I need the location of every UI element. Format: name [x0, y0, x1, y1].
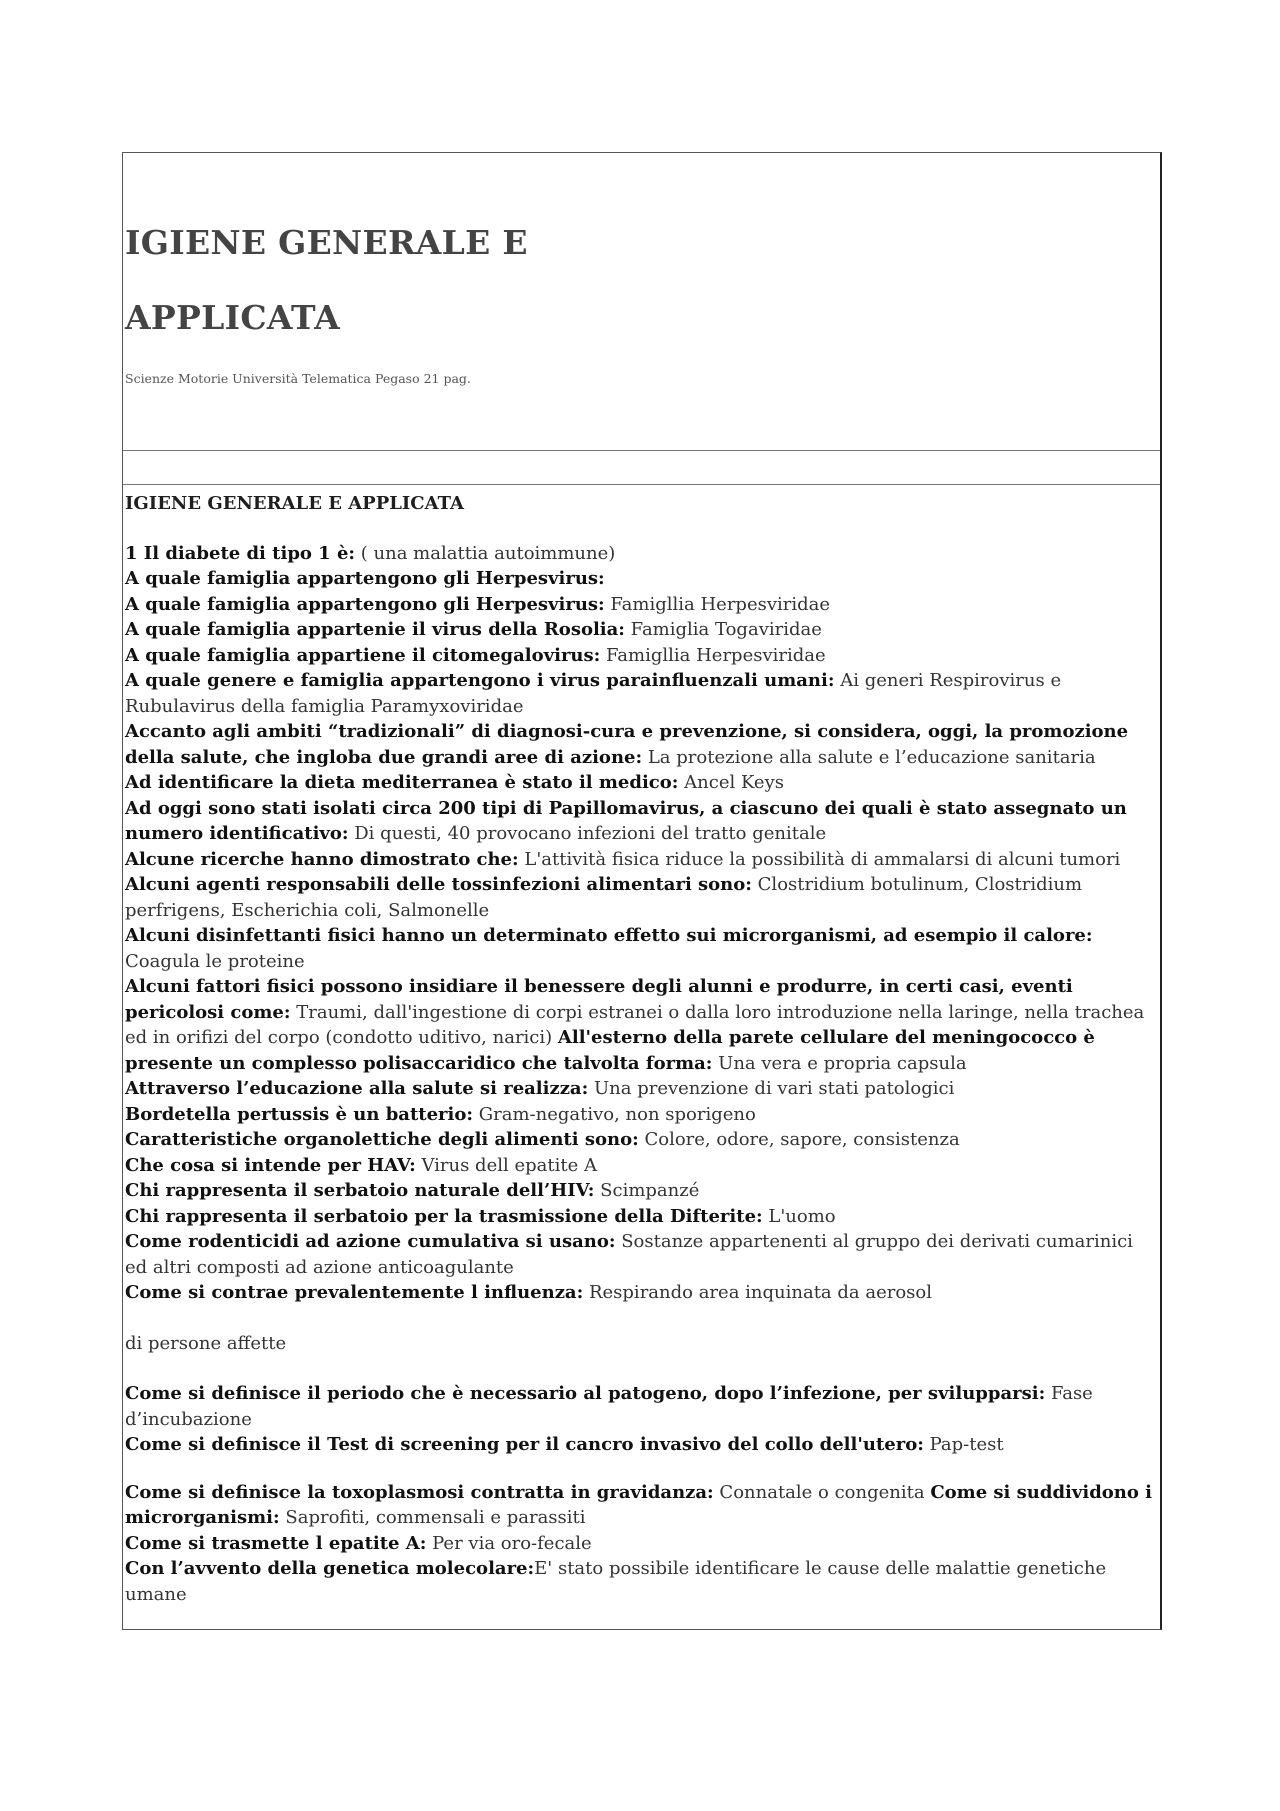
question: A quale genere e famiglia appartengono i virus parainfluenzali umani: — [125, 670, 835, 691]
qa-item — [125, 592, 1156, 618]
answer: Saprofiti, commensali e parassiti — [279, 1507, 586, 1528]
qa-item — [125, 770, 1156, 796]
question: Come si definisce il Test di screening per il cancro invasivo del collo dell'utero: — [125, 1434, 924, 1455]
question: Accanto agli ambiti “tradizionali” di diagnosi-cura e prevenzione, si considera, oggi, la promozione della salute, che ingloba due grandi aree di azione: — [125, 721, 1129, 768]
qa-item — [125, 1127, 1156, 1153]
qa-item — [125, 1178, 1156, 1204]
qa-item — [125, 617, 1156, 643]
document-title-line-1: IGIENE GENERALE E — [125, 223, 528, 262]
qa-item — [125, 1076, 1156, 1102]
question: A quale famiglia appartengono gli Herpesvirus: — [125, 568, 605, 589]
answer: Famigllia Herpesviridae — [604, 593, 831, 615]
answer: Una vera e propria capsula — [712, 1052, 967, 1074]
qa-item — [125, 719, 1156, 770]
qa-item — [125, 1229, 1156, 1280]
answer: L'attività fisica riduce la possibilità di ammalarsi di alcuni tumori — [518, 848, 1121, 870]
qa-item — [125, 1381, 1156, 1432]
question: Ad identificare la dieta mediterranea è stato il medico: — [125, 772, 679, 793]
answer: Respirando area inquinata da aerosol — [583, 1282, 933, 1303]
answer: Pap-test — [923, 1434, 1004, 1455]
title-block — [123, 153, 1160, 451]
question: Chi rappresenta il serbatoio per la trasmissione della Difterite: — [125, 1205, 763, 1227]
question: Chi rappresenta il serbatoio naturale dell’HIV: — [125, 1180, 595, 1201]
answer: Famigllia Herpesviridae — [600, 644, 826, 666]
answer: Ancel Keys — [678, 772, 784, 793]
answer: di persone affette — [125, 1332, 287, 1354]
answer: Coagula le proteine — [125, 950, 305, 972]
spacer — [125, 1458, 1156, 1480]
question: Alcuni agenti responsabili delle tossinfezioni alimentari sono: — [125, 874, 752, 895]
question: A quale famiglia appartenie il virus della Rosolia: — [125, 619, 625, 640]
qa-item — [125, 974, 1156, 1076]
answer: La protezione alla salute e l’educazione sanitaria — [642, 746, 1096, 768]
qa-item — [125, 1153, 1156, 1179]
question: Con l’avvento della genetica molecolare: — [125, 1558, 535, 1579]
answer: Clostridium botulinum, Clostridium perfrigens, Escherichia coli, Salmonelle — [125, 874, 1083, 921]
question: A quale famiglia appartengono gli Herpesvirus: — [125, 593, 605, 615]
qa-item — [125, 1280, 1156, 1306]
question: Alcuni fattori fisici possono insidiare il benessere degli alunni e produrre, in certi casi, eventi pericolosi come: — [125, 976, 1073, 1023]
document-title-line-2: APPLICATA — [125, 298, 340, 337]
question: Che cosa si intende per HAV: — [125, 1154, 416, 1176]
answer: Sostanze appartenenti al gruppo dei derivati cumarinici ed altri composti ad azione anticoagulante — [125, 1231, 1133, 1278]
qa-list — [125, 541, 1156, 975]
continuation-text — [125, 1331, 1156, 1357]
qa-item — [125, 872, 1156, 923]
answer: L'uomo — [762, 1205, 836, 1227]
question: Come rodenticidi ad azione cumulativa si usano: — [125, 1231, 616, 1252]
answer: Gram-negativo, non sporigeno — [473, 1103, 756, 1125]
question: All'esterno della parete cellulare del meningococco è presente un complesso polisaccaridico che talvolta forma: — [125, 1027, 1095, 1074]
answer: Una prevenzione di vari stati patologici — [588, 1078, 955, 1099]
qa-list — [125, 1381, 1156, 1458]
spacer — [125, 1356, 1156, 1381]
question: Come si trasmette l epatite A: — [125, 1532, 427, 1554]
question: Come si contrae prevalentemente l influenza: — [125, 1282, 584, 1303]
answer: E' stato possibile identificare le cause delle malattie genetiche umane — [125, 1558, 1107, 1605]
spacer — [125, 1306, 1156, 1331]
question: Attraverso l’educazione alla salute si realizza: — [125, 1078, 589, 1099]
question: Alcuni disinfettanti fisici hanno un determinato effetto sui microrganismi, ad esempio il calore: — [125, 925, 1093, 946]
question: Come si definisce la toxoplasmosi contratta in gravidanza: — [125, 1481, 714, 1503]
question: 1 Il diabete di tipo 1 è: — [125, 542, 356, 564]
document-subtitle: Scienze Motorie Università Telematica Pegaso 21 pag. — [125, 371, 471, 386]
document-body — [125, 485, 1156, 1607]
qa-item — [125, 847, 1156, 873]
qa-item — [125, 1556, 1156, 1607]
answer: Traumi, dall'ingestione di corpi estranei o dalla loro introduzione nella laringe, nella trachea ed in orifizi del corpo (condotto uditivo, narici) — [125, 1001, 1145, 1048]
qa-item — [125, 1204, 1156, 1230]
qa-item — [125, 923, 1156, 974]
answer: Virus dell epatite A — [415, 1154, 597, 1176]
answer: Connatale o congenita — [713, 1481, 931, 1503]
qa-list — [125, 1076, 1156, 1306]
qa-list — [125, 1531, 1156, 1608]
question: Come si definisce il periodo che è necessario al patogeno, dopo l’infezione, per svilupparsi: — [125, 1383, 1046, 1404]
question: Caratteristiche organolettiche degli alimenti sono: — [125, 1129, 639, 1150]
qa-item — [125, 541, 1156, 567]
qa-item — [125, 1480, 1156, 1531]
document-frame — [122, 152, 1162, 1630]
answer: Famiglia Togaviridae — [624, 619, 822, 640]
qa-item — [125, 643, 1156, 669]
question: Come si suddividono i microrganismi: — [125, 1481, 1152, 1528]
question: Alcune ricerche hanno dimostrato che: — [125, 848, 519, 870]
answer: Ai generi Respirovirus e Rubulavirus della famiglia Paramyxoviridae — [125, 670, 1062, 717]
section-heading: IGIENE GENERALE E APPLICATA — [125, 493, 464, 514]
question: Bordetella pertussis è un batterio: — [125, 1103, 474, 1125]
qa-item — [125, 796, 1156, 847]
answer: ( una malattia autoimmune) — [355, 542, 616, 564]
answer: Colore, odore, sapore, consistenza — [638, 1129, 960, 1150]
answer: Fase d’incubazione — [125, 1383, 1093, 1430]
answer: Scimpanzé — [594, 1180, 700, 1201]
answer: Per via oro-fecale — [426, 1532, 592, 1554]
empty-table-row — [123, 451, 1160, 485]
question: A quale famiglia appartiene il citomegalovirus: — [125, 644, 601, 666]
answer: Di questi, 40 provocano infezioni del tratto genitale — [348, 823, 827, 844]
question: Ad oggi sono stati isolati circa 200 tipi di Papillomavirus, a ciascuno dei quali è stato assegnato un numero identificativo: — [125, 797, 1127, 844]
qa-item — [125, 668, 1156, 719]
qa-item — [125, 1432, 1156, 1458]
qa-item — [125, 566, 1156, 592]
qa-item — [125, 1531, 1156, 1557]
qa-item — [125, 1102, 1156, 1128]
